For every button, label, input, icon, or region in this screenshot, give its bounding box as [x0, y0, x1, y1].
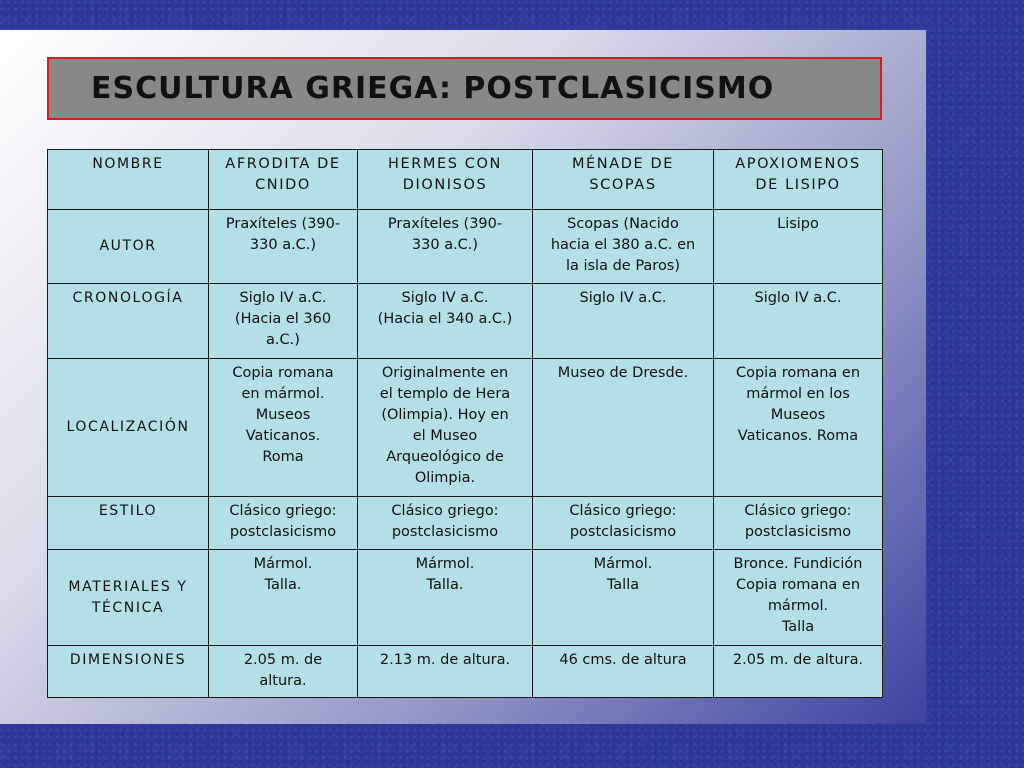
table-row-nombre [48, 150, 883, 210]
table-row-autor [48, 210, 883, 284]
table-cell: Siglo IV a.C. [714, 284, 883, 359]
table-cell: Scopas (Nacido hacia el 380 a.C. en la isla de Paros) [533, 210, 714, 284]
table-cell: 2.05 m. de altura. [714, 646, 883, 698]
row-label-nombre: NOMBRE [48, 150, 209, 210]
row-label-localizacion: LOCALIZACIÓN [48, 359, 209, 497]
table-cell: Clásico griego: postclasicismo [714, 497, 883, 550]
table-cell: Copia romana en mármol. Museos Vaticanos. Roma [209, 359, 358, 497]
table-cell: 2.13 m. de altura. [358, 646, 533, 698]
table-cell: 2.05 m. de altura. [209, 646, 358, 698]
table-cell: Clásico griego: postclasicismo [533, 497, 714, 550]
table-cell: Siglo IV a.C. [533, 284, 714, 359]
table-row-estilo [48, 497, 883, 550]
table-cell: Mármol. Talla. [209, 550, 358, 646]
table-cell: Lisipo [714, 210, 883, 284]
header-cell-hermes: HERMES CON DIONISOS [358, 150, 533, 210]
table-cell: Originalmente en el templo de Hera (Olimpia). Hoy en el Museo Arqueológico de Olimpia. [358, 359, 533, 497]
table-cell: Mármol. Talla. [358, 550, 533, 646]
header-cell-apoxiomenos: APOXIOMENOS DE LISIPO [714, 150, 883, 210]
row-label-materiales: MATERIALES Y TÉCNICA [48, 550, 209, 646]
table-cell: Bronce. Fundición Copia romana en mármol. Talla [714, 550, 883, 646]
header-cell-menade: MÉNADE DE SCOPAS [533, 150, 714, 210]
table-cell: Museo de Dresde. [533, 359, 714, 497]
row-label-cronologia: CRONOLOGÍA [48, 284, 209, 359]
table-cell: Praxíteles (390- 330 a.C.) [358, 210, 533, 284]
table-row-localizacion [48, 359, 883, 497]
table-row-dimensiones [48, 646, 883, 698]
slide-title: ESCULTURA GRIEGA: POSTCLASICISMO [91, 71, 775, 106]
row-label-autor: AUTOR [48, 210, 209, 284]
table-cell: Siglo IV a.C. (Hacia el 360 a.C.) [209, 284, 358, 359]
table-cell: Praxíteles (390- 330 a.C.) [209, 210, 358, 284]
sculpture-table [47, 149, 883, 698]
table-row-cronologia [48, 284, 883, 359]
table-cell: Clásico griego: postclasicismo [209, 497, 358, 550]
row-label-estilo: ESTILO [48, 497, 209, 550]
table-row-materiales [48, 550, 883, 646]
table-cell: Clásico griego: postclasicismo [358, 497, 533, 550]
title-banner [47, 57, 882, 120]
table-cell: Copia romana en mármol en los Museos Vaticanos. Roma [714, 359, 883, 497]
header-cell-afrodita: AFRODITA DE CNIDO [209, 150, 358, 210]
row-label-dimensiones: DIMENSIONES [48, 646, 209, 698]
table-cell: Siglo IV a.C. (Hacia el 340 a.C.) [358, 284, 533, 359]
table-cell: Mármol. Talla [533, 550, 714, 646]
table-cell: 46 cms. de altura [533, 646, 714, 698]
